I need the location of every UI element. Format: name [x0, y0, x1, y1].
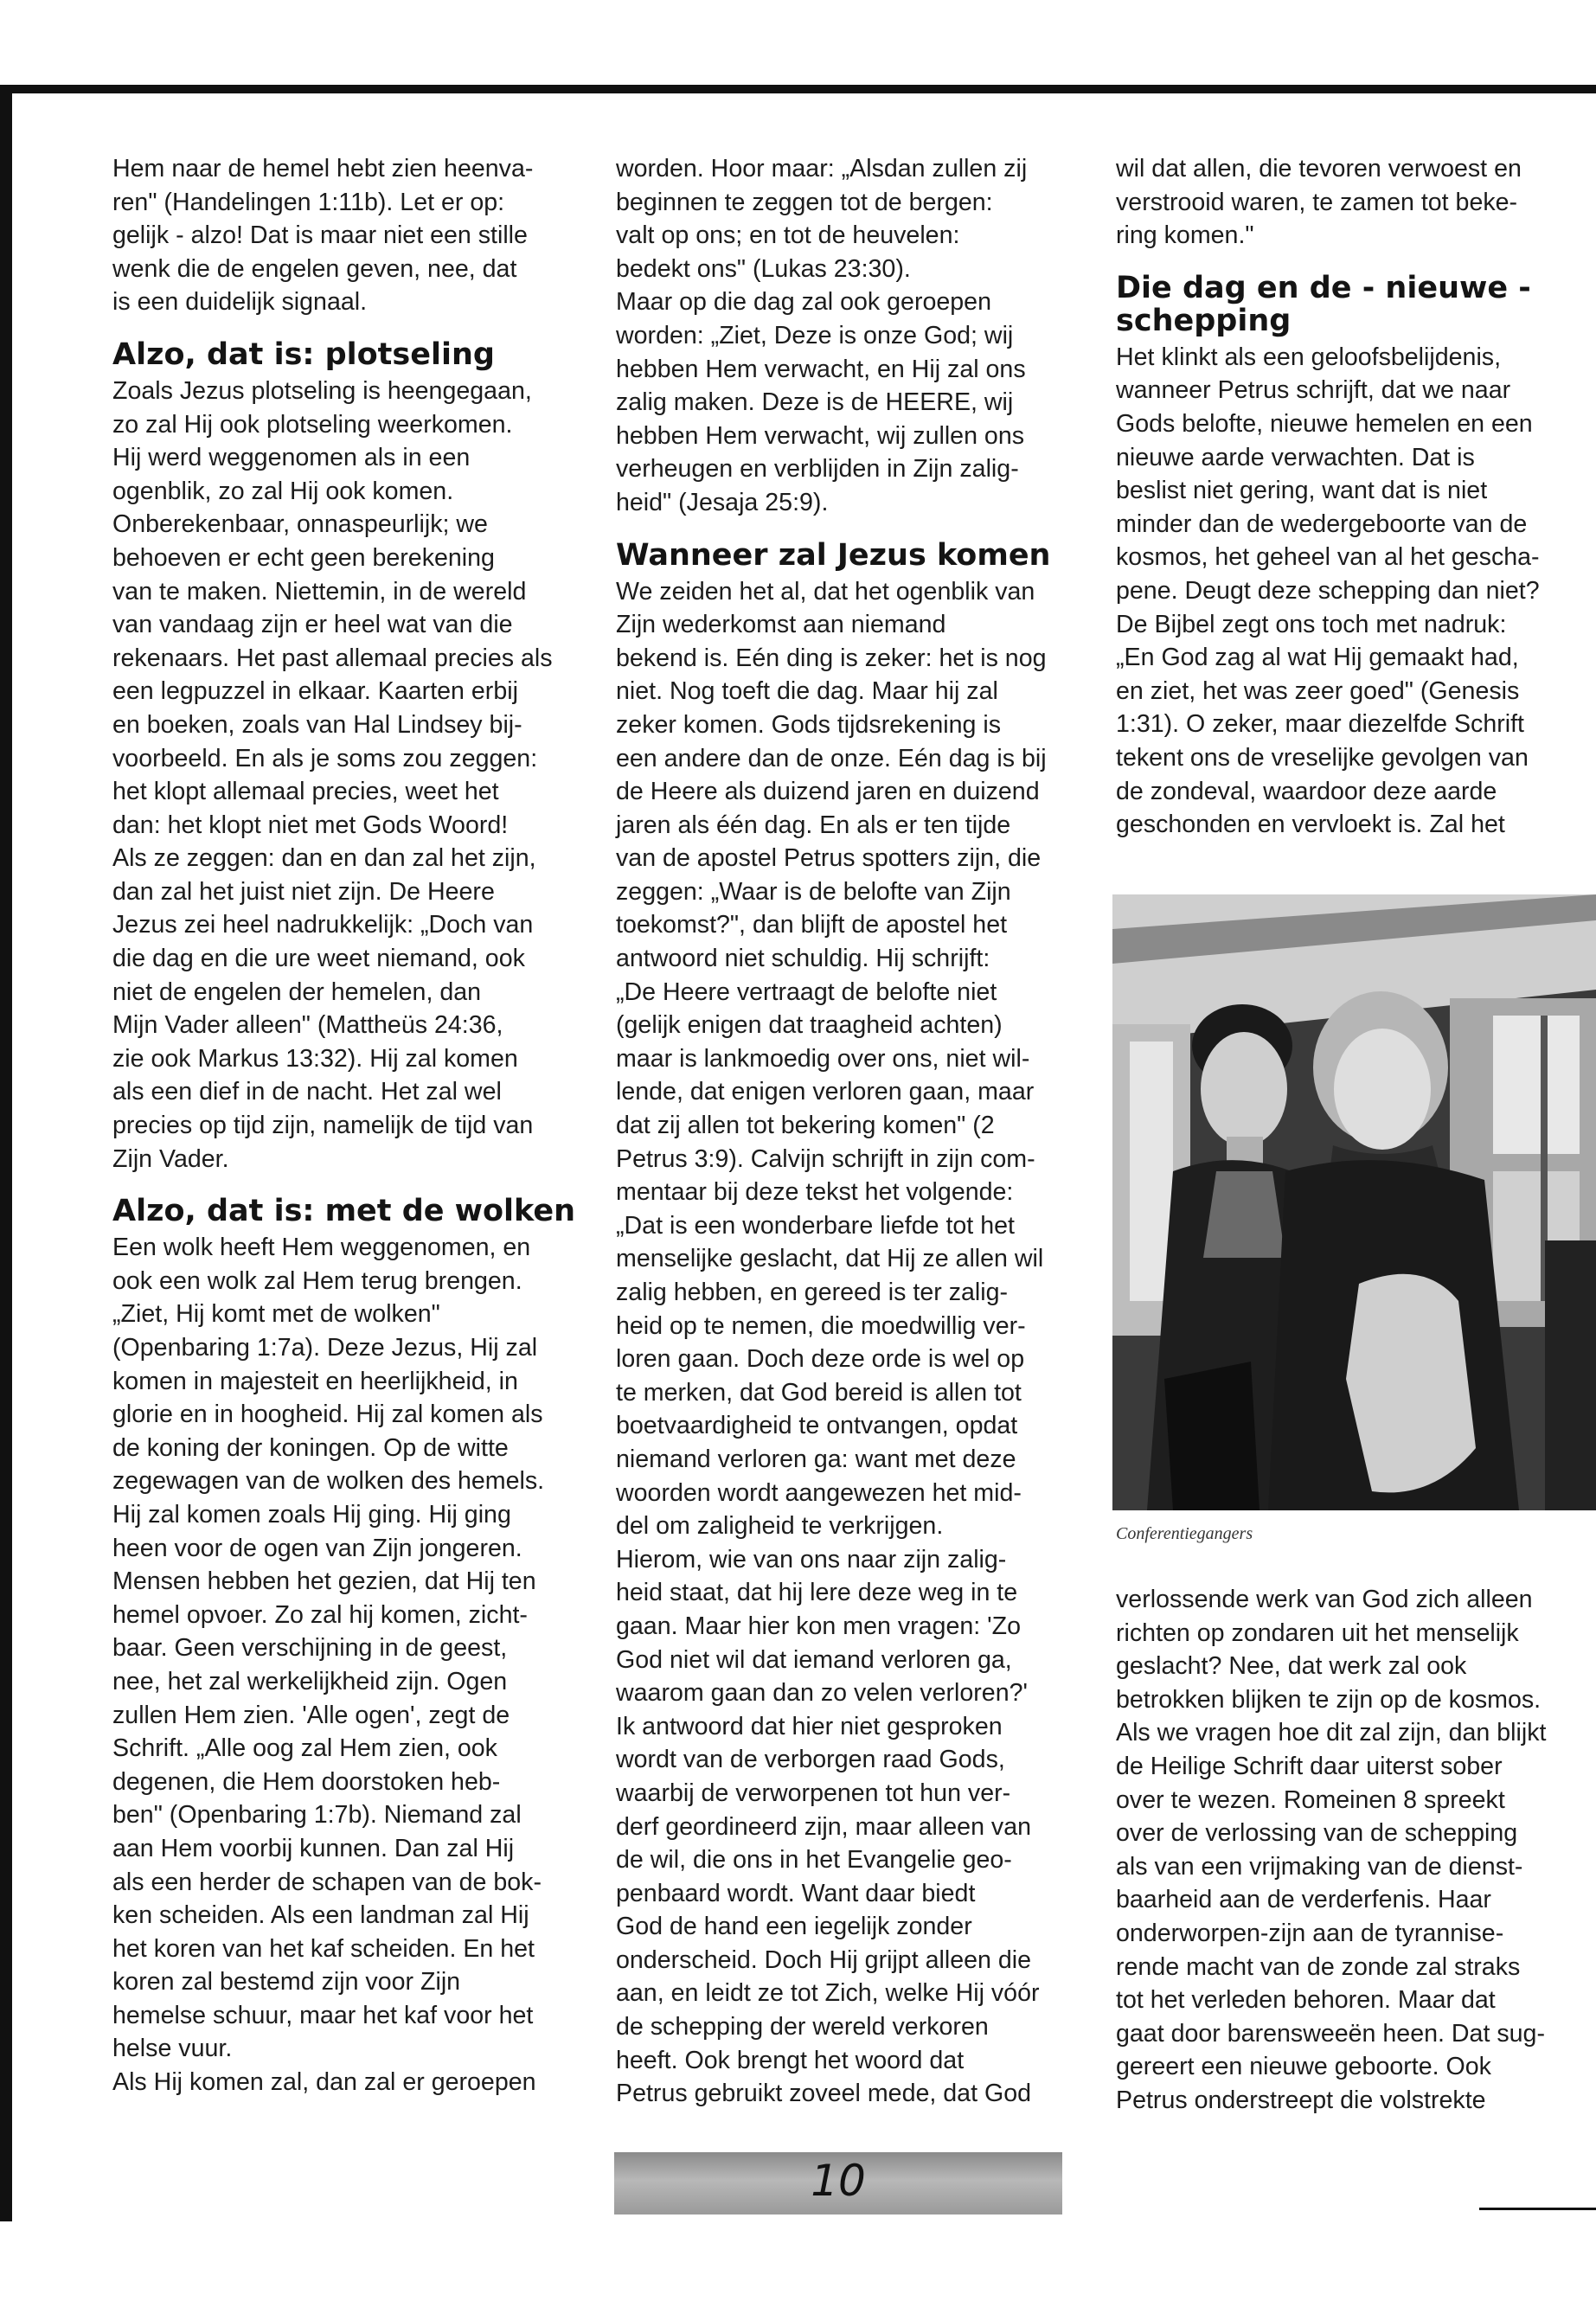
- paragraph: verlossende werk van God zich alleen richten op zondaren uit het menselijk geslacht? Nee, dat werk zal ook betrokken blijken te zijn op de kosmos. Als we vragen hoe dit zal zijn, dan blijkt de Heilige Schrift daar uiterst sober over te wezen. Romeinen 8 spreekt over de verlossing van de schepping als van een vrijmaking van de dienst- baarheid aan de verderfenis. Haar onderworpen-zijn aan de tyrannise- rende macht van de zonde zal straks tot het verleden behoren. Maar dat gaat door barensweeën heen. Dat sug- gereert een nieuwe geboorte. Ook Petrus onderstreept die volstrekte: [1116, 1586, 1547, 2114]
- section-heading-wolken: Alzo, dat is: met de wolken: [112, 1194, 576, 1229]
- paragraph: Een wolk heeft Hem weggenomen, en ook een wolk zal Hem terug brengen. „Ziet, Hij komt met de wolken" (Openbaring 1:7a). Deze Jezus, Hij zal komen in majesteit en heerlijkheid, in glorie en in hoogheid. Hij zal komen als de koning der koningen. Op de witte zegewagen van de wolken des hemels. Hij zal komen zoals Hij ging. Hij ging heen voor de ogen van Zijn jongeren. Mensen hebben het gezien, dat Hij ten hemel opvoer. Zo zal hij komen, zicht- baar. Geen verschijning in de geest, nee, het zal werkelijkheid zijn. Ogen zullen Hem zien. 'Alle ogen', zegt de Schrift. „Alle oog zal Hem zien, ook degenen, die Hem doorstoken heb- ben" (Openbaring 1:7b). Niemand zal aan Hem voorbij kunnen. Dan zal Hij als een herder de schapen van de bok- ken scheiden. Als een landman zal Hij het koren van het kaf scheiden. En het koren zal bestemd zijn voor Zijn hemelse schuur, maar het kaf voor het helse vuur. Als Hij komen zal, dan zal er geroepen: [112, 1234, 545, 2097]
- paragraph: Hem naar de hemel hebt zien heenva- ren" (Handelingen 1:11b). Let er op: gelijk - alzo! Dat is maar niet een stille wenk die de engelen geven, nee, dat is een duidelijk signaal.: [112, 155, 534, 317]
- top-border-rule: [0, 85, 1596, 93]
- page-number-band: [614, 2152, 1062, 2214]
- column-3-continued: [1116, 1583, 1566, 2118]
- photo-caption: Conferentiegangers: [1116, 1524, 1253, 1543]
- column-3: [1116, 152, 1566, 842]
- section-heading-wanneer: Wanneer zal Jezus komen: [616, 537, 1051, 573]
- page-number: 10: [811, 2156, 866, 2206]
- section-heading-nieuwe-schepping: Die dag en de - nieuwe - schepping: [1116, 270, 1531, 338]
- paragraph: wil dat allen, die tevoren verwoest en verstrooid waren, te zamen tot beke- ring komen.": [1116, 155, 1522, 250]
- paragraph: Het klinkt als een geloofsbelijdenis, wanneer Petrus schrijft, dat we naar Gods belofte, nieuwe hemelen en een nieuwe aarde verwachten. Dat is beslist niet gering, want dat is niet minder dan de wedergeboorte van de kosmos, het geheel van al het gescha- pene. Deugt deze schepping dan niet? De Bijbel zegt ons toch met nadruk: „En God zag al wat Hij gemaakt had, en ziet, het was zeer goed" (Genesis 1:31). O zeker, maar diezelfde Schrift tekent ons de vreselijke gevolgen van de zondeval, waardoor deze aarde geschonden en vervloekt is. Zal het: [1116, 343, 1540, 839]
- paragraph: worden. Hoor maar: „Alsdan zullen zij beginnen te zeggen tot de bergen: valt op ons; en tot de heuvelen: bedekt ons" (Lukas 23:30). Maar op die dag zal ook geroepen worden: „Ziet, Deze is onze God; wij hebben Hem verwacht, en Hij zal ons zalig maken. Deze is de HEERE, wij hebben Hem verwacht, wij zullen ons verheugen en verblijden in Zijn zalig- heid" (Jesaja 25:9).: [616, 155, 1028, 516]
- conference-photo: [1112, 894, 1596, 1510]
- paragraph: Zoals Jezus plotseling is heengegaan, zo zal Hij ook plotseling weerkomen. Hij werd weggenomen als in een ogenblik, zo zal Hij ook komen. Onberekenbaar, onnaspeurlijk; we behoeven er echt geen berekening van te maken. Niettemin, in de wereld van vandaag zijn er heel wat van die rekenaars. Het past allemaal precies als een legpuzzel in elkaar. Kaarten erbij en boeken, zoals van Hal Lindsey bij- voorbeeld. En als je soms zou zeggen: het klopt allemaal precies, weet het dan: het klopt niet met Gods Woord! Als ze zeggen: dan en dan zal het zijn, dan zal het juist niet zijn. De Heere Jezus zei heel nadrukkelijk: „Doch van die dag en die ure weet niemand, ook niet de engelen der hemelen, dan Mijn Vader alleen" (Mattheüs 24:36, zie ook Markus 13:32). Hij zal komen als een dief in de nacht. Het zal wel precies op tijd zijn, namelijk de tijd van Zijn Vader.: [112, 376, 553, 1173]
- left-border-rule: [0, 85, 12, 2221]
- paragraph: We zeiden het al, dat het ogenblik van Zijn wederkomst aan niemand bekend is. Eén ding is zeker: het is nog niet. Nog toeft die dag. Maar hij zal zeker komen. Gods tijdsrekening is een andere dan de onze. Eén dag is bij de Heere als duizend jaren en duizend jaren als één dag. En als er ten tijde van de apostel Petrus spotters zijn, die zeggen: „Waar is de belofte van Zijn toekomst?", dan blijft de apostel het antwoord niet schuldig. Hij schrijft: „De Heere vertraagt de belofte niet (gelijk enigen dat traagheid achten) maar is lankmoedig over ons, niet wil- lende, dat enigen verloren gaan, maar dat zij allen tot bekering komen" (2 Petrus 3:9). Calvijn schrijft in zijn com- mentaar bij deze tekst het volgende: „Dat is een wonderbare liefde tot het menselijke geslacht, dat Hij ze allen wil zalig hebben, en gereed is ter zalig- heid op te nemen, die moedwillig ver- loren gaan. Doch deze orde is wel op te merken, dat God bereid is allen tot boetvaardigheid te ontvangen, opdat niemand verloren ga: want met deze woorden wordt aangewezen het mid- del om zaligheid te verkrijgen. Hierom, wie van ons naar zijn zalig- heid staat, dat hij lere deze weg in te gaan. Maar hier kon men vragen: 'Zo God niet wil dat iemand verloren ga, waarom gaan dan zo velen verloren?' Ik antwoord dat hier niet gesproken wordt van de verborgen raad Gods, waarbij de verworpenen tot hun ver- derf geordineerd zijn, maar alleen van de wil, die ons in het Evangelie geo- penbaard wordt. Want daar biedt God de hand een iegelijk zonder onderscheid. Doch Hij grijpt alleen die aan, en leidt ze tot Zich, welke Hij vóór de schepping der wereld verkoren heeft. Ook brengt het woord dat Petrus gebruikt zoveel mede, dat God: [616, 577, 1047, 2108]
- column-2: [616, 152, 1074, 2111]
- bottom-right-rule: [1479, 2208, 1596, 2210]
- section-heading-plotseling: Alzo, dat is: plotseling: [112, 336, 495, 372]
- column-1: [112, 152, 597, 2099]
